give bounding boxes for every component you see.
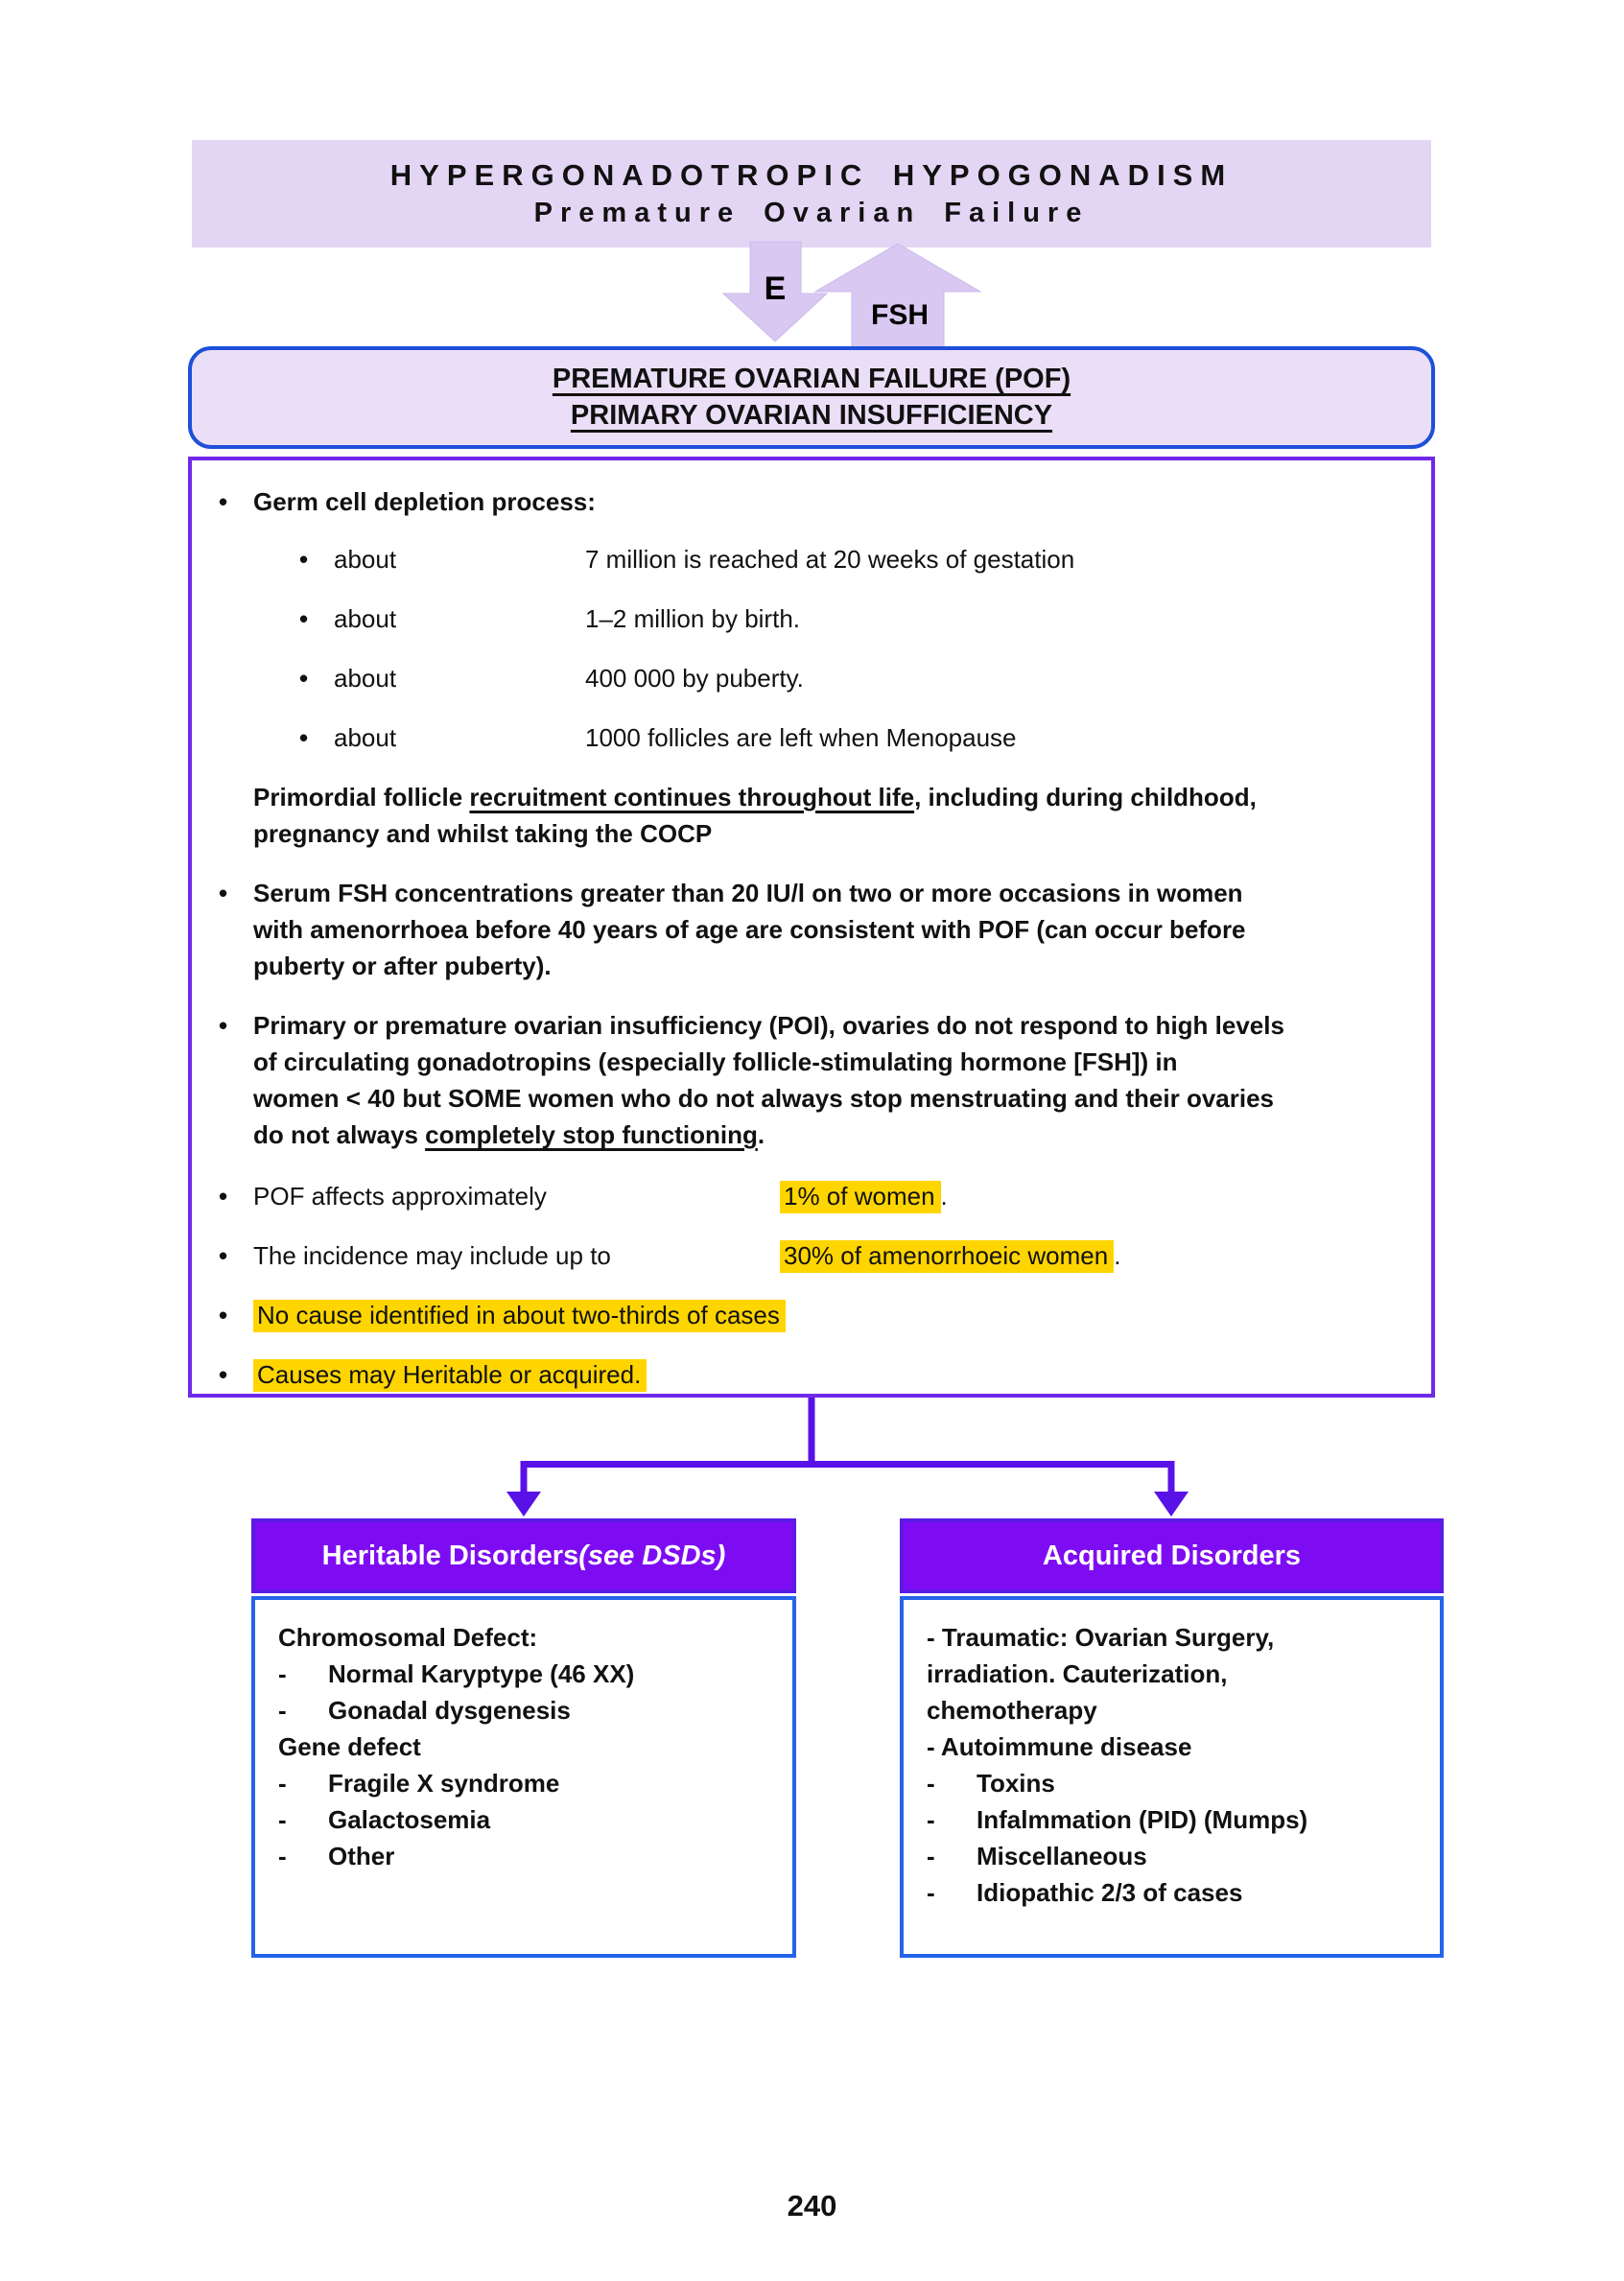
list-item: - Toxins bbox=[927, 1769, 1055, 1798]
depletion-row: • about 1–2 million by birth. bbox=[299, 600, 1412, 637]
list-item: - Traumatic: Ovarian Surgery, bbox=[927, 1623, 1275, 1652]
bullet-icon bbox=[299, 719, 334, 756]
depletion-row: • about 400 000 by puberty. bbox=[299, 660, 1412, 696]
pof-title-line2: PRIMARY OVARIAN INSUFFICIENCY bbox=[570, 400, 1053, 431]
bullet-icon bbox=[219, 1297, 253, 1333]
bullet-icon bbox=[219, 875, 253, 984]
acquired-disorders-header: Acquired Disorders bbox=[900, 1518, 1444, 1593]
primordial-paragraph: Primordial follicle recruitment continues throughout life, including during childhood, pregnancy and whilst taking the COCP bbox=[253, 783, 1257, 848]
fsh-arrow-label: FSH bbox=[871, 299, 929, 331]
bullet-serum-fsh: • Serum FSH concentrations greater than 20 IU/l on two or more occasions in women with amenorrhoea before 40 years of age are consistent with POF (can occur before puberty or after puberty). bbox=[219, 875, 1412, 984]
list-item: - Galactosemia bbox=[278, 1805, 491, 1834]
fsh-up-arrow-icon bbox=[815, 244, 980, 347]
depletion-row: • about 7 million is reached at 20 weeks of gestation bbox=[299, 541, 1412, 577]
bullet-icon bbox=[219, 1007, 253, 1153]
down-arrowhead-icon bbox=[1154, 1492, 1189, 1517]
pof-title-line1: PREMATURE OVARIAN FAILURE (POF) bbox=[552, 364, 1071, 394]
list-item: Gene defect bbox=[278, 1732, 421, 1761]
page-number: 240 bbox=[787, 2189, 837, 2222]
pof-title-box bbox=[188, 346, 1435, 449]
underlined-text: recruitment continues throughout life bbox=[469, 783, 915, 811]
connector-stem bbox=[809, 1398, 815, 1461]
highlighted-text: Causes may Heritable or acquired. bbox=[253, 1359, 647, 1392]
pof-facts-box bbox=[188, 457, 1435, 1398]
page-title: HYPERGONADOTROPIC HYPOGONADISM bbox=[389, 158, 1234, 192]
see-dsds-note: (see DSDs) bbox=[578, 1540, 726, 1571]
bullet-germ-depletion: • Germ cell depletion process: bbox=[219, 483, 1412, 520]
bullet-causes bbox=[219, 1356, 1412, 1393]
highlighted-text: 1% of women bbox=[780, 1181, 941, 1213]
down-arrowhead-icon bbox=[506, 1492, 541, 1517]
heritable-disorders-header: Heritable Disorders (see DSDs) bbox=[251, 1518, 796, 1593]
bullet-icon bbox=[299, 660, 334, 696]
bullet-incidence: • The incidence may include up to 30% of amenorrhoeic women . bbox=[219, 1237, 1412, 1274]
underlined-text: completely stop functioning bbox=[425, 1120, 758, 1149]
list-item: - Infalmmation (PID) (Mumps) bbox=[927, 1805, 1308, 1834]
bullet-icon bbox=[219, 483, 253, 520]
acquired-disorders-box bbox=[900, 1596, 1444, 1958]
bullet-poi: • Primary or premature ovarian insufficiency (POI), ovaries do not respond to high levels of circulating gonadotropins (especially follicle-stimulating hormone [FSH]) in women < 40 but SOME women who do not always stop menstruating and their ovaries do not always completely stop functioning. bbox=[219, 1007, 1412, 1153]
list-item: - Normal Karyptype (46 XX) bbox=[278, 1659, 635, 1688]
bullet-icon bbox=[299, 541, 334, 577]
highlighted-text: 30% of amenorrhoeic women bbox=[780, 1240, 1114, 1273]
hormone-arrows bbox=[710, 238, 998, 347]
list-item: - Gonadal dysgenesis bbox=[278, 1696, 571, 1725]
bullet-icon bbox=[219, 1237, 253, 1274]
page-subtitle: Premature Ovarian Failure bbox=[533, 198, 1090, 228]
bullet-icon bbox=[299, 600, 334, 637]
list-item: - Idiopathic 2/3 of cases bbox=[927, 1878, 1243, 1907]
heritable-disorders-box bbox=[251, 1596, 796, 1958]
estrogen-arrow-label: E bbox=[764, 270, 787, 307]
list-item: irradiation. Cauterization, bbox=[927, 1659, 1228, 1688]
list-item: - Other bbox=[278, 1842, 395, 1870]
title-banner bbox=[192, 140, 1431, 247]
bullet-pof-rate: • POF affects approximately 1% of women . bbox=[219, 1178, 1412, 1214]
depletion-row: • about 1000 follicles are left when Menopause bbox=[299, 719, 1412, 756]
bullet-icon bbox=[219, 1178, 253, 1214]
list-item: - Fragile X syndrome bbox=[278, 1769, 560, 1798]
bullet-icon bbox=[219, 1356, 253, 1393]
bullet-no-cause bbox=[219, 1297, 1412, 1333]
list-item: - Miscellaneous bbox=[927, 1842, 1147, 1870]
list-item: - Autoimmune disease bbox=[927, 1732, 1192, 1761]
highlighted-text: No cause identified in about two-thirds of cases bbox=[253, 1300, 786, 1332]
list-item: chemotherapy bbox=[927, 1696, 1097, 1725]
flow-connector bbox=[480, 1398, 1209, 1518]
connector-crossbar bbox=[521, 1461, 1175, 1468]
list-item: Chromosomal Defect: bbox=[278, 1623, 538, 1652]
